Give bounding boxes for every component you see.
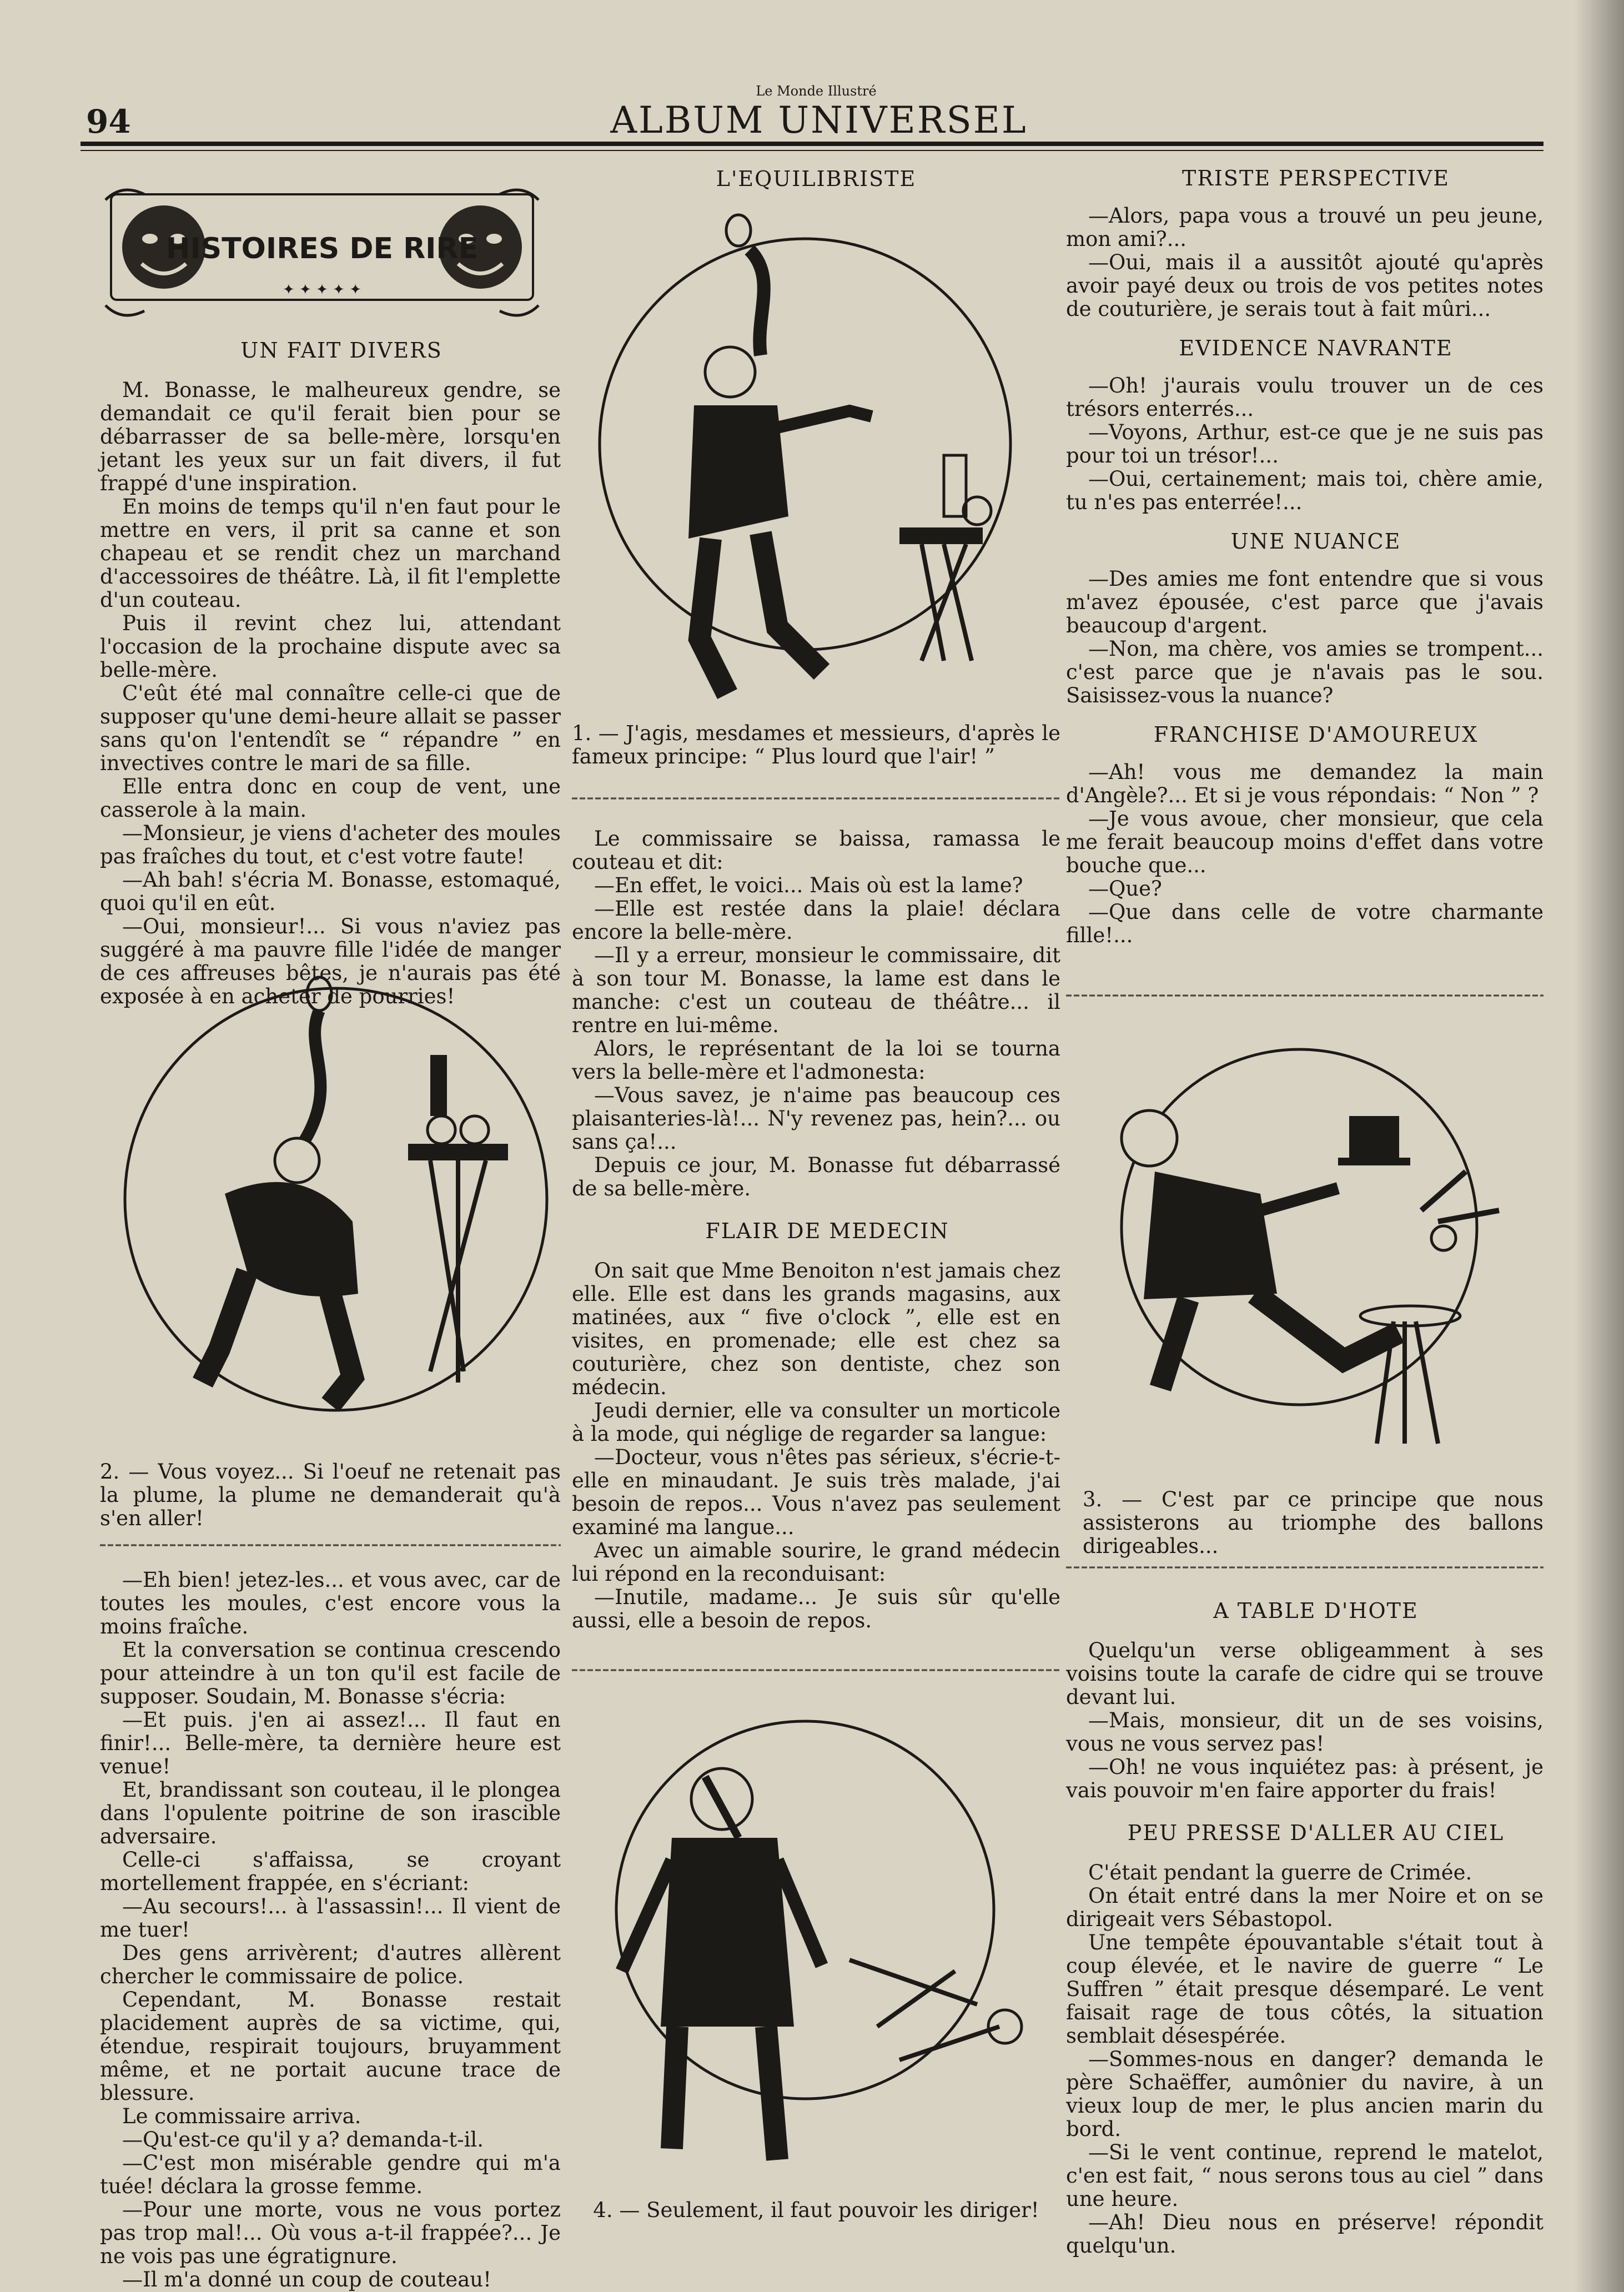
paragraph: Alors, le représentant de la loi se tourna vers la belle-mère et l'admonesta:	[572, 1037, 1060, 1084]
section-title-peu-presse: PEU PRESSE D'ALLER AU CIEL	[1127, 1821, 1505, 1845]
paragraph: —Oh! ne vous inquiétez pas: à présent, je vais pouvoir m'en faire apporter du frais!	[1066, 1755, 1543, 1802]
section-title-triste-perspective: TRISTE PERSPECTIVE	[1181, 166, 1450, 190]
illustration-2-caption: 2. — Vous voyez... Si l'oeuf ne retenait pas la plume, la plume ne demanderait qu'à s'en aller!	[100, 1460, 561, 1530]
masthead-subtitle: Le Monde Illustré	[756, 83, 877, 99]
histoires-de-rire-banner	[100, 183, 544, 328]
paragraph: Jeudi dernier, elle va consulter un morticole à la mode, qui néglige de regarder sa langue:	[572, 1399, 1060, 1446]
paragraph: On sait que Mme Benoiton n'est jamais chez elle. Elle est dans les grands magasins, aux matinées, aux “ five o'clock ”, elle est en visites, en promenade; elle est chez sa couturière, chez son dentiste, chez son médecin.	[572, 1259, 1060, 1399]
paragraph: —Des amies me font entendre que si vous m'avez épousée, c'est parce que j'avais beaucoup d'argent.	[1066, 567, 1543, 637]
paragraph: Cependant, M. Bonasse restait placidement auprès de sa victime, qui, étendue, respirait toujours, bruyamment même, et ne portait aucune trace de blessure.	[100, 1988, 561, 2105]
banner-title: HISTOIRES DE RIRE	[165, 232, 479, 265]
section-title-a-table-dhote: A TABLE D'HOTE	[1213, 1599, 1419, 1623]
masthead-title: ALBUM UNIVERSEL	[610, 99, 1028, 142]
divider	[1066, 1563, 1543, 1572]
illustration-4-juggler-fallen	[589, 1716, 1044, 2204]
paragraph: Une tempête épouvantable s'était tout à coup élevée, et le navire de guerre “ Le Suffren ” était presque désemparé. Le vent faisait rage de tous côtés, la situation semblait désespérée.	[1066, 1931, 1543, 2048]
paragraph: —Si le vent continue, reprend le matelot, c'en est fait, “ nous serons tous au ciel ” dans une heure.	[1066, 2140, 1543, 2211]
divider	[1066, 991, 1543, 1000]
paragraph: En moins de temps qu'il n'en faut pour le mettre en vers, il prit sa canne et son chapeau et se rendit chez un marchand d'accessoires de théâtre. Là, il fit l'emplette d'un couteau.	[100, 495, 561, 612]
paragraph: —Que?	[1088, 877, 1162, 901]
header-rule	[81, 142, 1543, 146]
section-title-evidence-navrante: EVIDENCE NAVRANTE	[1179, 336, 1453, 360]
header-rule-thin	[81, 150, 1543, 151]
paragraph: On était entré dans la mer Noire et on se dirigeait vers Sébastopol.	[1066, 1884, 1543, 1931]
section-title-fait-divers: UN FAIT DIVERS	[240, 338, 443, 363]
paragraph: —Monsieur, je viens d'acheter des moules pas fraîches du tout, et c'est votre faute!	[100, 821, 561, 868]
paragraph: —Mais, monsieur, dit un de ses voisins, vous ne vous servez pas!	[1066, 1708, 1543, 1756]
paragraph: —Que dans celle de votre charmante fille!...	[1066, 900, 1543, 947]
section-title-franchise-damoureux: FRANCHISE D'AMOUREUX	[1153, 722, 1479, 747]
illustration-4-caption: 4. — Seulement, il faut pouvoir les diriger!	[593, 2198, 1039, 2222]
paragraph: Le commissaire arriva.	[122, 2104, 361, 2128]
illustration-1-juggler-balancing	[589, 205, 1044, 705]
column-1-top	[100, 339, 561, 1008]
column-2-middle	[572, 827, 1060, 1632]
divider	[572, 1666, 1060, 1675]
paragraph: —Il y a erreur, monsieur le commissaire, dit à son tour M. Bonasse, la lame est dans le manche: c'est un couteau de théâtre... il rentre en lui-même.	[572, 943, 1060, 1037]
paragraph: Avec un aimable sourire, le grand médecin lui répond en la reconduisant:	[572, 1539, 1060, 1586]
column-1-bottom	[100, 1569, 561, 2291]
page-number: 94	[86, 103, 131, 140]
column-3-bottom	[1066, 1599, 1543, 2258]
paragraph: —Ah! vous me demandez la main d'Angèle?... Et si je vous répondais: “ Non ” ?	[1066, 760, 1543, 807]
paragraph: —Vous savez, je n'aime pas beaucoup ces plaisanteries-là!... N'y revenez pas, hein?... ou sans ça!...	[572, 1083, 1060, 1154]
paragraph: —Et puis. j'en ai assez!... Il faut en finir!... Belle-mère, ta dernière heure est venue!	[100, 1708, 561, 1778]
illustration-1-caption: 1. — J'agis, mesdames et messieurs, d'après le fameux principe: “ Plus lourd que l'air! ”	[572, 721, 1060, 768]
paragraph: —Voyons, Arthur, est-ce que je ne suis pas pour toi un trésor!...	[1066, 420, 1543, 468]
paragraph: —Inutile, madame... Je suis sûr qu'elle aussi, elle a besoin de repos.	[572, 1585, 1060, 1632]
paragraph: Et la conversation se continua crescendo pour atteindre à un ton qu'il est facile de supposer. Soudain, M. Bonasse s'écria:	[100, 1638, 561, 1708]
illustration-2-juggler-bending	[119, 961, 558, 1449]
paragraph: —Oui, mais il a aussitôt ajouté qu'après avoir payé deux ou trois de vos petites notes de couturière, je serais tout à fait mûri...	[1066, 250, 1543, 321]
paragraph: —C'est mon misérable gendre qui m'a tuée! déclara la grosse femme.	[100, 2151, 561, 2198]
paragraph: M. Bonasse, le malheureux gendre, se demandait ce qu'il ferait bien pour se débarrasser de sa belle-mère, lorsqu'en jetant les yeux sur un fait divers, il fut frappé d'une inspiration.	[100, 378, 561, 495]
page-edge-shadow	[1574, 0, 1624, 2292]
column-3-top	[1066, 167, 1543, 947]
paragraph: C'eût été mal connaître celle-ci que de supposer qu'une demi-heure allait se passer sans qu'on l'entendît se “ répandre ” en invectives contre le mari de sa fille.	[100, 681, 561, 775]
paragraph: Et, brandissant son couteau, il le plongea dans l'opulente poitrine de son irascible adversaire.	[100, 1778, 561, 1848]
paragraph: —Sommes-nous en danger? demanda le père Schaëffer, aumônier du navire, à un vieux loup de mer, le plus ancien marin du bord.	[1066, 2047, 1543, 2141]
paragraph: Depuis ce jour, M. Bonasse fut débarrassé de sa belle-mère.	[572, 1153, 1060, 1200]
paragraph: C'était pendant la guerre de Crimée.	[1088, 1861, 1472, 1884]
paragraph: —Il m'a donné un coup de couteau!	[122, 2268, 491, 2291]
section-title-equilibriste: L'EQUILIBRISTE	[716, 167, 917, 191]
paragraph: Elle entra donc en coup de vent, une casserole à la main.	[100, 775, 561, 822]
divider	[100, 1541, 561, 1550]
paragraph: —Alors, papa vous a trouvé un peu jeune, mon ami?...	[1066, 204, 1543, 251]
paragraph: Puis il revint chez lui, attendant l'occasion de la prochaine dispute avec sa belle-mère.	[100, 611, 561, 682]
paragraph: Quelqu'un verse obligeamment à ses voisins toute la carafe de cidre qui se trouve devant lui.	[1066, 1638, 1543, 1709]
paragraph: —Elle est restée dans la plaie! déclara encore la belle-mère.	[572, 897, 1060, 944]
paragraph: —Qu'est-ce qu'il y a? demanda-t-il.	[122, 2128, 484, 2152]
divider	[572, 794, 1060, 803]
paragraph: Celle-ci s'affaissa, se croyant mortellement frappée, en s'écriant:	[100, 1848, 561, 1895]
section-title-une-nuance: UNE NUANCE	[1230, 529, 1401, 554]
paragraph: —Eh bien! jetez-les... et vous avec, car de toutes les moules, c'est encore vous la moins fraîche.	[100, 1568, 561, 1638]
illustration-3-caption: 3. — C'est par ce principe que nous assisterons au triomphe des ballons dirigeables...	[1083, 1487, 1543, 1558]
paragraph: —Au secours!... à l'assassin!... Il vient de me tuer!	[100, 1894, 561, 1942]
paragraph: —Ah bah! s'écria M. Bonasse, estomaqué, quoi qu'il en eût.	[100, 868, 561, 915]
section-title-flair-de-medecin: FLAIR DE MEDECIN	[705, 1219, 949, 1243]
paragraph: —En effet, le voici... Mais où est la lame?	[594, 873, 1023, 897]
paragraph: Le commissaire se baissa, ramassa le couteau et dit:	[572, 827, 1060, 874]
svg-text:✦ ✦ ✦ ✦ ✦: ✦ ✦ ✦ ✦ ✦	[283, 282, 361, 298]
paragraph: —Oh! j'aurais voulu trouver un de ces trésors enterrés...	[1066, 374, 1543, 421]
paragraph: —Docteur, vous n'êtes pas sérieux, s'écrie-t-elle en minaudant. Je suis très malade, j'ai besoin de repos... Vous n'avez pas seulement examiné ma langue...	[572, 1445, 1060, 1539]
paragraph: —Oui, certainement; mais toi, chère amie, tu n'es pas enterrée!...	[1066, 467, 1543, 514]
paragraph: —Pour une morte, vous ne vous portez pas trop mal!... Où vous a-t-il frappée?... Je ne vois pas une égratignure.	[100, 2198, 561, 2268]
paragraph: Des gens arrivèrent; d'autres allèrent chercher le commissaire de police.	[100, 1941, 561, 1988]
paragraph: —Non, ma chère, vos amies se trompent... c'est parce que je n'avais pas le sou. Saisissez-vous la nuance?	[1066, 637, 1543, 707]
paragraph: —Je vous avoue, cher monsieur, que cela me ferait beaucoup moins d'effet dans votre bouche que...	[1066, 807, 1543, 877]
illustration-3-juggler-stumbling	[1077, 1044, 1538, 1471]
paragraph: —Ah! Dieu nous en préserve! répondit quelqu'un.	[1066, 2210, 1543, 2258]
paragraph: —Oui, monsieur!... Si vous n'aviez pas suggéré à ma pauvre fille l'idée de manger de ces affreuses bêtes, je n'aurais pas été exposée à en acheter de pourries!	[100, 914, 561, 1008]
